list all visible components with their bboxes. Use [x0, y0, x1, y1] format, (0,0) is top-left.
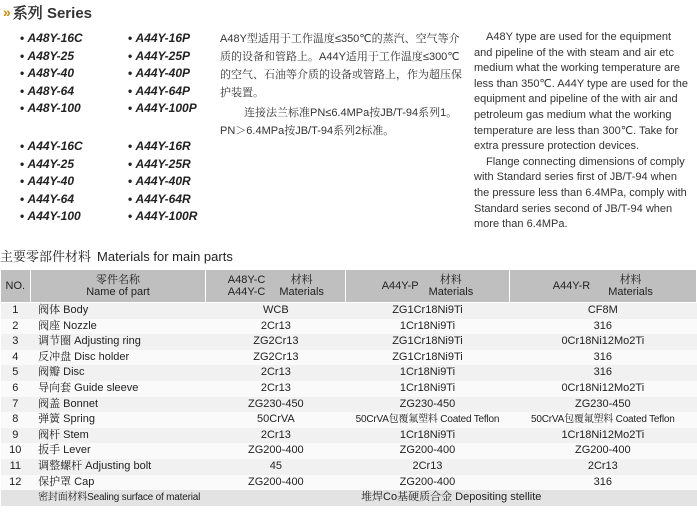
cell-c-material: ZG200-400: [206, 443, 346, 459]
model-item: • A44Y-16R: [128, 138, 197, 156]
model-item: • A44Y-16P: [128, 30, 197, 48]
model-list-a44y-p: [128, 30, 197, 118]
table-row: [1, 412, 697, 428]
table-row: [1, 334, 697, 350]
cell-p-material: 2Cr13: [346, 459, 509, 475]
cell-c-material: 2Cr13: [206, 381, 346, 397]
table-row: [1, 303, 697, 319]
cell-c-material: 50CrVA: [206, 412, 346, 428]
en-paragraph-flange: Flange connecting dimensions of comply with Standard series first of JB/T-94 when the pressure less than 6.4MPa, comply with Standard series second of JB/T-94 when more than 6.4MPa.: [474, 155, 687, 231]
model-item: • A44Y-40P: [128, 65, 197, 83]
cell-c-material: ZG200-400: [206, 475, 346, 491]
cell-no: 10: [1, 443, 31, 459]
header-p-mat-en: Materials: [428, 286, 474, 298]
cell-part: 反冲盘 Disc holder: [30, 350, 206, 366]
cell-p-material: 1Cr18Ni9Ti: [346, 381, 509, 397]
cell-r-material: 50CrVA包覆氟塑料 Coated Teflon: [509, 412, 696, 428]
model-item: • A44Y-100R: [128, 208, 197, 226]
cell-part: 导向套 Guide sleeve: [30, 381, 206, 397]
cell-no: 3: [1, 334, 31, 350]
materials-title-cn: 主要零部件材料: [0, 249, 92, 264]
model-item: • A48Y-25: [20, 48, 83, 66]
cell-r-material: 1Cr18Ni12Mo2Ti: [509, 428, 696, 444]
cell-c-material: 2Cr13: [206, 319, 346, 335]
table-row: [1, 381, 697, 397]
cell-seal-label: 密封面材料Sealing surface of material: [30, 490, 206, 506]
cell-r-material: 316: [509, 365, 696, 381]
english-description: [474, 30, 688, 233]
table-row: [1, 428, 697, 444]
cell-part: 调节圈 Adjusting ring: [30, 334, 206, 350]
cell-no: 12: [1, 475, 31, 491]
cn-paragraph-flange: 连接法兰标准PN≤6.4MPa按JB/T-94系列1。PN＞6.4MPa按JB/T-94系列2标准。: [220, 107, 458, 137]
header-c-materials: [206, 270, 346, 303]
cell-part: 阀盖 Bonnet: [30, 397, 206, 413]
header-c-mat-en: Materials: [279, 286, 324, 298]
header-p-model: A44Y-P: [381, 280, 419, 292]
model-item: • A48Y-64: [20, 83, 83, 101]
table-header-row: [1, 270, 697, 303]
header-c-mat-cn: 材料: [290, 274, 313, 286]
cell-part: 阀座 Nozzle: [30, 319, 206, 335]
header-no: NO.: [1, 270, 31, 303]
header-part-en: Name of part: [86, 286, 150, 298]
header-c-model1: A48Y-C: [227, 274, 266, 286]
header-r-materials: [509, 270, 696, 303]
model-item: • A44Y-64P: [128, 83, 197, 101]
cell-c-material: ZG230-450: [206, 397, 346, 413]
cell-part: 阀体 Body: [30, 303, 206, 319]
model-item: • A44Y-64: [20, 191, 83, 209]
cell-c-material: ZG2Cr13: [206, 334, 346, 350]
cell-r-material: 0Cr18Ni12Mo2Ti: [509, 334, 696, 350]
cell-no: 8: [1, 412, 31, 428]
cell-no: 6: [1, 381, 31, 397]
header-part: [30, 270, 206, 303]
materials-title: [0, 246, 233, 265]
header-r-model: A44Y-R: [552, 280, 591, 292]
cell-p-material: ZG1Cr18Ni9Ti: [346, 350, 509, 366]
model-list-a44y-r: [128, 138, 197, 226]
model-item: • A44Y-25R: [128, 156, 197, 174]
model-item: • A48Y-100: [20, 100, 83, 118]
cell-p-material: 1Cr18Ni9Ti: [346, 365, 509, 381]
cell-part: 阀杆 Stem: [30, 428, 206, 444]
materials-table: [0, 269, 697, 506]
cell-no: 7: [1, 397, 31, 413]
cell-c-material: 2Cr13: [206, 365, 346, 381]
cell-part: 调整螺杆 Adjusting bolt: [30, 459, 206, 475]
cn-paragraph-usage: A48Y型适用于工作温度≤350℃的蒸汽、空气等介质的设备和管路上。A44Y适用于工作温度≤300℃的空气、石油等介质的设备或管路上，作为超压保护装置。: [220, 33, 462, 99]
header-r-mat-en: Materials: [608, 286, 653, 298]
cell-part: 保护罩 Cap: [30, 475, 206, 491]
cell-part: 阀瓣 Disc: [30, 365, 206, 381]
cell-r-material: ZG200-400: [509, 443, 696, 459]
section-title: 系列 Series: [12, 4, 93, 22]
cell-c-material: 45: [206, 459, 346, 475]
cell-part: 扳手 Lever: [30, 443, 206, 459]
cell-r-material: ZG230-450: [509, 397, 696, 413]
model-item: • A44Y-64R: [128, 191, 197, 209]
table-row: [1, 350, 697, 366]
cell-no: 4: [1, 350, 31, 366]
header-r-mat-cn: 材料: [619, 274, 642, 286]
chevron-icon: »: [3, 4, 9, 20]
cell-seal-value: 堆焊Co基硬质合金 Depositing stellite: [206, 490, 697, 506]
cell-no: 11: [1, 459, 31, 475]
cell-r-material: 2Cr13: [509, 459, 696, 475]
cell-no: 5: [1, 365, 31, 381]
table-row: [1, 475, 697, 491]
table-row: [1, 397, 697, 413]
cell-r-material: CF8M: [509, 303, 696, 319]
header-c-model2: A44Y-C: [227, 286, 266, 298]
cell-p-material: ZG1Cr18Ni9Ti: [346, 334, 509, 350]
section-header: [3, 1, 92, 23]
seal-row: [1, 490, 697, 506]
model-item: • A44Y-100P: [128, 100, 197, 118]
model-item: • A44Y-25: [20, 156, 83, 174]
cell-p-material: ZG200-400: [346, 475, 509, 491]
table-row: [1, 443, 697, 459]
cell-r-material: 316: [509, 319, 696, 335]
cell-p-material: 1Cr18Ni9Ti: [346, 319, 509, 335]
cell-r-material: 316: [509, 350, 696, 366]
chinese-description: [220, 30, 465, 140]
model-item: • A48Y-16C: [20, 30, 83, 48]
cell-no: 2: [1, 319, 31, 335]
model-list-a48y: [20, 30, 83, 118]
table-row: [1, 319, 697, 335]
cell-c-material: WCB: [206, 303, 346, 319]
cell-no: 1: [1, 303, 31, 319]
cell-p-material: 1Cr18Ni9Ti: [346, 428, 509, 444]
cell-r-material: 0Cr18Ni12Mo2Ti: [509, 381, 696, 397]
cell-p-material: ZG200-400: [346, 443, 509, 459]
model-item: • A44Y-16C: [20, 138, 83, 156]
header-p-materials: [346, 270, 509, 303]
cell-c-material: ZG2Cr13: [206, 350, 346, 366]
model-item: • A44Y-40: [20, 173, 83, 191]
model-item: • A44Y-40R: [128, 173, 197, 191]
materials-title-en: Materials for main parts: [97, 249, 233, 264]
header-part-cn: 零件名称: [96, 274, 141, 286]
cell-r-material: 316: [509, 475, 696, 491]
model-item: • A44Y-25P: [128, 48, 197, 66]
table-row: [1, 365, 697, 381]
header-p-mat-cn: 材料: [439, 274, 462, 286]
cell-p-material: ZG1Cr18Ni9Ti: [346, 303, 509, 319]
cell-p-material: 50CrVA包覆氟塑料 Coated Teflon: [346, 412, 509, 428]
table-row: [1, 459, 697, 475]
cell-c-material: 2Cr13: [206, 428, 346, 444]
cell-part: 弹簧 Spring: [30, 412, 206, 428]
en-paragraph-usage: A48Y type are used for the equipment and pipeline of the with steam and air etc medium what the working temperature are less than 350℃. A44Y type are used for the equipment and pipeline of the with air and petroleum gas medium what the working temperature are less than 300℃. Take for extra pressure protection devices.: [474, 31, 688, 153]
cell-p-material: ZG230-450: [346, 397, 509, 413]
model-list-a44y-c: [20, 138, 83, 226]
cell-no: 9: [1, 428, 31, 444]
model-item: • A44Y-100: [20, 208, 83, 226]
cell-no-empty: [1, 490, 31, 506]
model-item: • A48Y-40: [20, 65, 83, 83]
